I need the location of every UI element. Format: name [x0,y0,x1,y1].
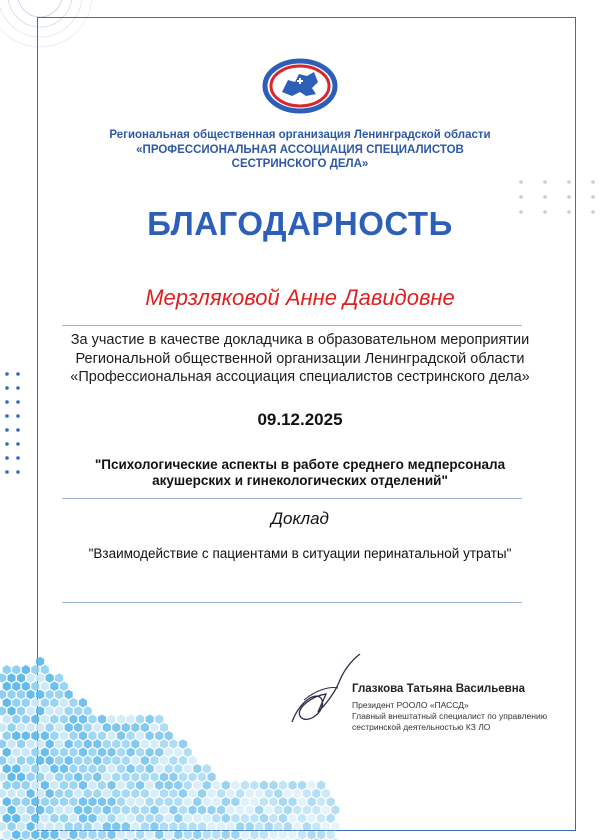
topic-line-2: акушерских и гинекологических отделений" [152,473,448,488]
recipient-name: Мерзляковой Анне Давидовне [145,285,455,310]
body-line-1: За участие в качестве докладчика в образовательном мероприятии [70,332,530,348]
body-line-2: Региональной общественной организации Ленинградской области [75,350,525,367]
topic-line-1: "Психологические аспекты в работе среднего медперсонала [94,457,506,472]
signer-name: Глазкова Татьяна Васильевна [352,683,526,695]
report-title: "Взаимодействие с пациентами в ситуации перинатальной утраты" [88,546,512,561]
signer-block [352,683,547,733]
body-line-3: «Профессиональная ассоциация специалистов сестринского дела» [70,369,530,385]
signer-position-1: Президент РООЛО «ПАССД» [352,700,469,710]
participation-type: Доклад [271,509,329,528]
organization-line-2: «ПРОФЕССИОНАЛЬНАЯ АССОЦИАЦИЯ СПЕЦИАЛИСТОВ [136,143,464,156]
signer-position-2: Главный внештатный специалист по управлению [352,711,548,721]
organization-line-3: СЕСТРИНСКОГО ДЕЛА» [231,158,369,170]
signer-position-3: сестринской деятельностью КЗ ЛО [352,722,491,732]
organization-line-1: Региональная общественная организация Ленинградской области [109,129,491,141]
certificate-title: БЛАГОДАРНОСТЬ [147,205,453,242]
event-date: 09.12.2025 [257,410,343,429]
